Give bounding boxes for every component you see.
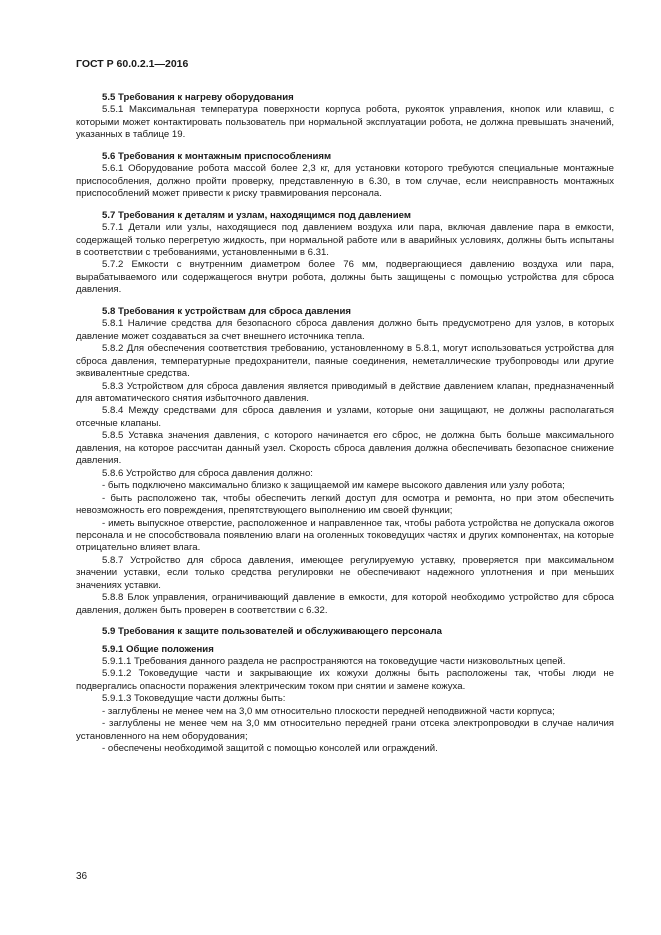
section-heading: 5.9 Требования к защите пользователей и обслуживающего персонала: [102, 626, 442, 638]
paragraph: 5.8.6 Устройство для сброса давления должно:: [102, 467, 313, 479]
paragraph: - иметь выпускное отверстие, расположенное и направленное так, чтобы работа устройства не допускала ожогов персонала и не способствовала появлению влаги на оголенных токоведущих частях и других компонентах, на которые отрицательно влияет влага.: [76, 517, 614, 554]
section-heading: 5.6 Требования к монтажным приспособлениям: [102, 150, 332, 162]
paragraph: - быть подключено максимально близко к защищаемой им камере высокого давления или узлу робота;: [102, 480, 565, 492]
section-heading: 5.8 Требования к устройствам для сброса давления: [102, 305, 351, 317]
paragraph: 5.7.1 Детали или узлы, находящиеся под давлением воздуха или пара, включая давление пара в емкости, содержащей только перегретую жидкость, при нормальной работе или в аварийных условиях, должны быть испытаны в соответствии с требованиями, установленными в 6.31.: [76, 222, 614, 258]
section-heading: 5.9.1 Общие положения: [102, 643, 214, 655]
section-heading: 5.5 Требования к нагреву оборудования: [102, 92, 294, 103]
paragraph: 5.6.1 Оборудование робота массой более 2,3 кг, для установки которого требуются специальные монтажные приспособления, должно пройти проверку, представленную в 6.30, в том случае, если неисправность монтажных приспособлений может привести к риску травмирования персонала.: [76, 163, 614, 200]
paragraph: 5.7.2 Емкости с внутренним диаметром более 76 мм, подвергающиеся давлению воздуха или пара, вырабатываемого или содержащегося внутри робота, должны быть защищены с помощью устройства для сброса давления.: [76, 259, 614, 296]
paragraph: 5.5.1 Максимальная температура поверхности корпуса робота, рукояток управления, кнопок или клавиш, с которыми может контактировать пользователь при нормальной эксплуатации робота, не должна превышать значений, указанных в таблице 19.: [76, 104, 614, 141]
section-heading: 5.7 Требования к деталям и узлам, находящимся под давлением: [102, 209, 411, 221]
paragraph: 5.9.1.3 Токоведущие части должны быть:: [102, 693, 286, 705]
page-number: 36: [76, 871, 88, 882]
paragraph: 5.8.1 Наличие средства для безопасного сброса давления должно быть предусмотрено для узлов, в которых давление может создаваться за счет внешнего источника тепла.: [76, 318, 614, 342]
paragraph: 5.8.8 Блок управления, ограничивающий давление в емкости, для которой необходимо устройство для сброса давления, должен быть проверен в соответствии с 6.32.: [76, 592, 614, 616]
paragraph: 5.9.1.1 Требования данного раздела не распространяются на токоведущие части низковольтных цепей.: [102, 656, 566, 668]
paragraph: - заглублены не менее чем на 3,0 мм относительно передней грани отсека электропроводки в случае наличия установленного на нем оборудования;: [76, 718, 614, 742]
paragraph: - обеспечены необходимой защитой с помощью консолей или ограждений.: [102, 743, 438, 755]
paragraph: - заглублены не менее чем на 3,0 мм относительно плоскости передней неподвижной части корпуса;: [102, 705, 555, 717]
document-header: ГОСТ Р 60.0.2.1—2016: [76, 58, 189, 70]
paragraph: 5.8.5 Уставка значения давления, с которого начинается его сброс, не должна быть больше максимального давления, на которое рассчитан данный узел. Скорость сброса давления должна обеспечивать безопасное снижение давления.: [76, 430, 614, 467]
paragraph: 5.8.3 Устройством для сброса давления является приводимый в действие давлением клапан, предназначенный для автоматического снятия избыточного давления.: [76, 380, 614, 404]
paragraph: 5.8.7 Устройство для сброса давления, имеющее регулируемую уставку, проверяется при максимальном значении уставки, если только средства регулировки не обеспечивают надежного уплотнения и при меньших значениях уставки.: [76, 554, 614, 591]
paragraph: - быть расположено так, чтобы обеспечить легкий доступ для осмотра и ремонта, но при этом обеспечить невозможность его повреждения, препятствующего выполнению им своей функции;: [76, 492, 614, 517]
paragraph: 5.8.2 Для обеспечения соответствия требованию, установленному в 5.8.1, могут использоваться устройства для сброса давления, температурные предохранители, паяные соединения, неметаллические трубопроводы или другие эквивалентные средства.: [76, 343, 614, 380]
paragraph: 5.9.1.2 Токоведущие части и закрывающие их кожухи должны быть расположены так, чтобы люди не подвергались опасности поражения электрическим током при снятии и замене кожуха.: [76, 668, 614, 692]
document-body: [76, 92, 614, 756]
paragraph: 5.8.4 Между средствами для сброса давления и узлами, которые они защищают, не должны располагаться отсечные клапаны.: [76, 405, 614, 429]
